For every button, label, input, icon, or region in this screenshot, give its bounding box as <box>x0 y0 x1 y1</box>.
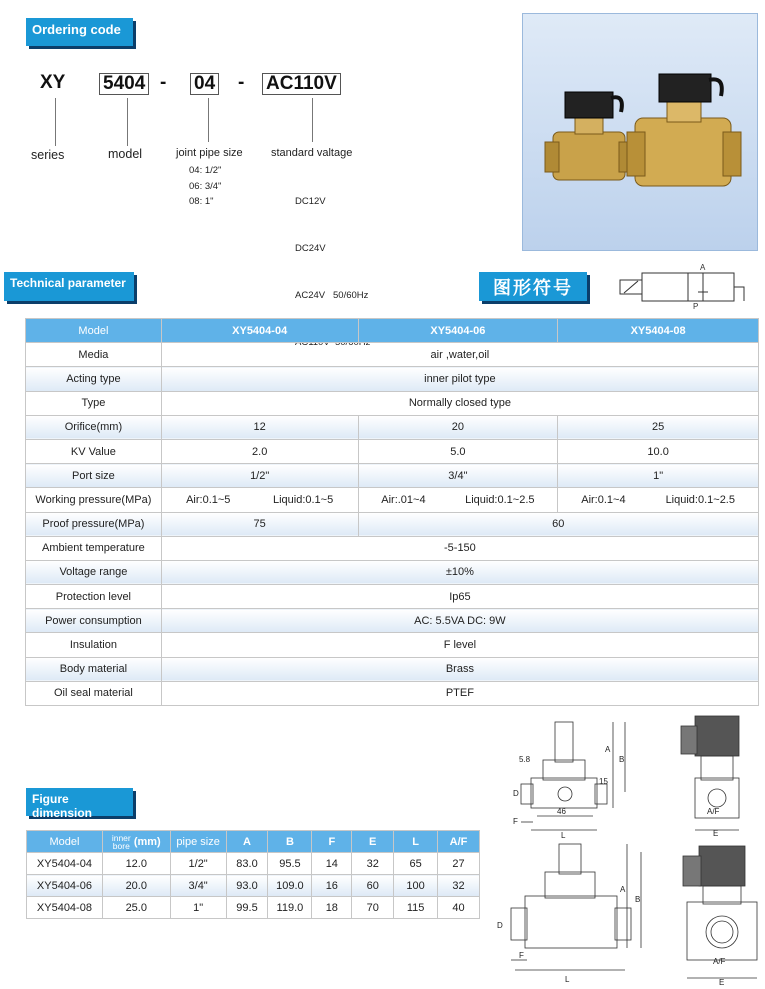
dimension-drawings <box>495 712 760 987</box>
voltage-option: DC24V <box>295 242 326 254</box>
graphic-symbol-badge: 图形符号 <box>479 272 587 301</box>
air-pressure: Air:0.1~5 <box>186 493 231 506</box>
table-row <box>26 488 759 512</box>
pipe-option: 06: 3/4" <box>189 180 222 192</box>
column-header: Model <box>26 319 162 343</box>
code-size: 04 <box>190 73 219 95</box>
table-cell: 99.5 <box>226 897 268 919</box>
liquid-pressure: Liquid:0.1~2.5 <box>465 493 535 506</box>
table-cell: 16 <box>312 875 352 897</box>
column-header: L <box>394 831 438 853</box>
table-header-row <box>27 831 480 853</box>
table-cell: XY5404-04 <box>27 853 103 875</box>
dim-label-af-top: A/F <box>707 807 720 816</box>
model-label: model <box>108 147 143 161</box>
table-cell: ±10% <box>161 560 758 584</box>
code-dash-2: - <box>238 72 245 93</box>
table-cell <box>558 488 759 512</box>
dim-label-b-large: B <box>635 895 641 904</box>
table-row <box>27 853 480 875</box>
code-voltage: AC110V <box>262 73 341 95</box>
table-cell: 32 <box>438 875 480 897</box>
table-cell: 1/2" <box>161 464 358 488</box>
dim-label-d: D <box>513 789 519 798</box>
dim-label-b: B <box>619 755 625 764</box>
ordering-code-header: Ordering code <box>26 18 133 46</box>
series-leader-line <box>55 98 56 146</box>
table-row <box>26 609 759 633</box>
table-cell: -5-150 <box>161 536 758 560</box>
table-cell: 3/4" <box>358 464 558 488</box>
large-valve-image <box>627 74 741 186</box>
column-header: A/F <box>438 831 480 853</box>
table-cell: XY5404-06 <box>27 875 103 897</box>
column-header: XY5404-06 <box>358 319 558 343</box>
table-cell: 20.0 <box>102 875 170 897</box>
liquid-pressure: Liquid:0.1~2.5 <box>665 493 735 506</box>
table-row <box>26 657 759 681</box>
dim-label-15: 15 <box>599 777 608 786</box>
row-label: Orifice(mm) <box>26 415 162 439</box>
table-row <box>27 875 480 897</box>
table-cell: 3/4" <box>170 875 226 897</box>
table-row <box>27 897 480 919</box>
table-row <box>26 439 759 463</box>
row-label: Ambient temperature <box>26 536 162 560</box>
pipe-option: 04: 1/2" <box>189 165 222 176</box>
column-header: A <box>226 831 268 853</box>
bore-bottom: bore <box>112 840 130 851</box>
figure-dimension-header: Figure dimension <box>26 788 133 816</box>
small-valve-image <box>545 92 633 180</box>
bore-top: inner <box>111 832 131 843</box>
row-label: Oil seal material <box>26 681 162 705</box>
column-header: F <box>312 831 352 853</box>
product-photo <box>522 13 758 251</box>
table-cell <box>358 488 558 512</box>
table-cell: 2.0 <box>161 439 358 463</box>
table-row <box>26 585 759 609</box>
code-series: XY <box>40 72 66 93</box>
table-cell: 25 <box>558 415 759 439</box>
dim-label-5-8: 5.8 <box>519 755 531 764</box>
dim-label-a: A <box>605 745 611 754</box>
symbol-port-p: P <box>693 302 699 310</box>
table-cell: 109.0 <box>268 875 312 897</box>
voltage-label: standard valtage <box>271 147 353 159</box>
table-cell: Brass <box>161 657 758 681</box>
dim-label-af-bottom: A/F <box>713 957 726 966</box>
dim-label-f: F <box>513 817 518 826</box>
model-leader-line <box>127 98 128 146</box>
table-row <box>26 391 759 415</box>
dim-label-l-large: L <box>565 975 570 984</box>
table-cell: 119.0 <box>268 897 312 919</box>
table-cell: 10.0 <box>558 439 759 463</box>
table-cell: XY5404-08 <box>27 897 103 919</box>
table-cell: 14 <box>312 853 352 875</box>
table-cell: Normally closed type <box>161 391 758 415</box>
column-header: XY5404-08 <box>558 319 759 343</box>
table-cell: 1" <box>170 897 226 919</box>
dim-label-a-large: A <box>620 885 626 894</box>
air-pressure: Air:.01~4 <box>381 493 426 506</box>
voltage-option: DC12V <box>295 196 326 208</box>
column-header: E <box>352 831 394 853</box>
series-label: series <box>31 148 65 162</box>
column-header: pipe size <box>170 831 226 853</box>
row-label: KV Value <box>26 439 162 463</box>
voltage-leader-line <box>312 98 313 142</box>
pipe-options <box>189 163 221 210</box>
table-row <box>26 560 759 584</box>
row-label: Port size <box>26 464 162 488</box>
table-cell: 93.0 <box>226 875 268 897</box>
table-cell: air ,water,oil <box>161 343 758 367</box>
row-label: Working pressure(MPa) <box>26 488 162 512</box>
table-cell: 75 <box>161 512 358 536</box>
table-cell: 25.0 <box>102 897 170 919</box>
row-label: Body material <box>26 657 162 681</box>
size-leader-line <box>208 98 209 142</box>
table-cell: 115 <box>394 897 438 919</box>
row-label: Acting type <box>26 367 162 391</box>
table-cell: F level <box>161 633 758 657</box>
table-cell: 12 <box>161 415 358 439</box>
table-cell: 1/2" <box>170 853 226 875</box>
table-cell: PTEF <box>161 681 758 705</box>
row-label: Voltage range <box>26 560 162 584</box>
table-cell: 18 <box>312 897 352 919</box>
pipe-option: 08: 1" <box>189 196 214 208</box>
table-cell <box>161 488 358 512</box>
air-pressure: Air:0.1~4 <box>581 493 626 506</box>
table-cell: 70 <box>352 897 394 919</box>
column-header <box>102 831 170 853</box>
table-cell: 27 <box>438 853 480 875</box>
table-row <box>26 681 759 705</box>
table-header-row <box>26 319 759 343</box>
table-row <box>26 633 759 657</box>
column-header: Model <box>27 831 103 853</box>
table-row <box>26 536 759 560</box>
table-cell: 95.5 <box>268 853 312 875</box>
table-cell: 60 <box>358 512 758 536</box>
dim-label-e-bottom: E <box>719 978 725 987</box>
code-dash-1: - <box>160 72 167 93</box>
table-cell: 1" <box>558 464 759 488</box>
table-cell: 32 <box>352 853 394 875</box>
table-cell: 5.0 <box>358 439 558 463</box>
table-cell: 83.0 <box>226 853 268 875</box>
row-label: Insulation <box>26 633 162 657</box>
dimension-table <box>26 830 480 919</box>
row-label: Media <box>26 343 162 367</box>
row-label: Power consumption <box>26 609 162 633</box>
dim-label-d-large: D <box>497 921 503 930</box>
table-row <box>26 367 759 391</box>
column-header: B <box>268 831 312 853</box>
table-row <box>26 512 759 536</box>
technical-parameter-table <box>25 318 759 706</box>
row-label: Type <box>26 391 162 415</box>
table-cell: Ip65 <box>161 585 758 609</box>
code-model: 5404 <box>99 73 149 95</box>
dim-label-l: L <box>561 831 566 840</box>
pipe-size-label: joint pipe size <box>176 147 243 159</box>
table-cell: 65 <box>394 853 438 875</box>
table-cell: AC: 5.5VA DC: 9W <box>161 609 758 633</box>
bore-unit: (mm) <box>133 835 161 848</box>
liquid-pressure: Liquid:0.1~5 <box>272 493 334 506</box>
dim-label-f-large: F <box>519 951 524 960</box>
table-cell: 12.0 <box>102 853 170 875</box>
table-cell: 20 <box>358 415 558 439</box>
table-cell: 100 <box>394 875 438 897</box>
symbol-port-a: A <box>700 263 706 272</box>
table-row <box>26 415 759 439</box>
table-cell: inner pilot type <box>161 367 758 391</box>
row-label: Proof pressure(MPa) <box>26 512 162 536</box>
technical-parameter-header: Technical parameter <box>4 272 134 301</box>
dim-label-e-top: E <box>713 829 719 838</box>
column-header: XY5404-04 <box>161 319 358 343</box>
dim-label-46: 46 <box>557 807 566 816</box>
table-row <box>26 343 759 367</box>
row-label: Protection level <box>26 585 162 609</box>
table-cell: 40 <box>438 897 480 919</box>
table-cell: 60 <box>352 875 394 897</box>
large-valve-front-drawing <box>511 844 641 970</box>
voltage-option: AC24V 50/60Hz <box>295 289 369 301</box>
valve-symbol-diagram <box>618 262 748 310</box>
small-valve-front-drawing <box>521 722 625 830</box>
table-row <box>26 464 759 488</box>
